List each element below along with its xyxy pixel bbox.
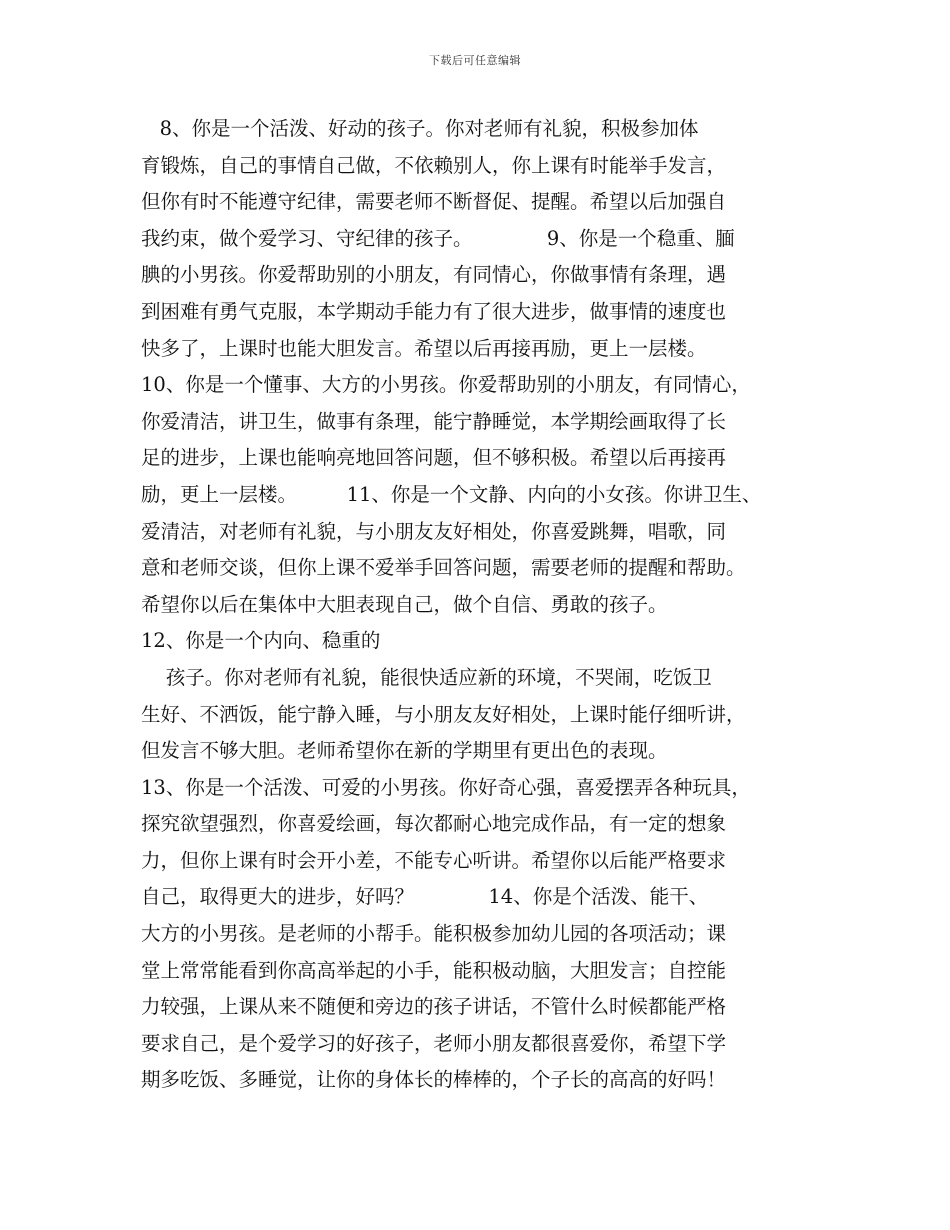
text-line: 意和老师交谈，但你上课不爱举手回答问题，需要老师的提醒和帮助。 — [141, 556, 746, 580]
text-line: 大方的小男孩。是老师的小帮手。能积极参加幼儿园的各项活动；课 — [141, 922, 727, 946]
text-line: 8、你是一个活泼、好动的孩子。你对老师有礼貌，积极参加体 — [141, 117, 699, 140]
text-line: 10、你是一个懂事、大方的小男孩。你爱帮助别的小朋友，有同情心， — [141, 373, 751, 397]
text-line: 孩子。你对老师有礼貌，能很快适应新的环境，不哭闹，吃饭卫 — [141, 665, 712, 689]
text-line: 自己，取得更大的进步，好吗？ 14、你是个活泼、能干、 — [141, 885, 709, 909]
text-line: 探究欲望强烈，你喜爱绘画，每次都耐心地完成作品，有一定的想象 — [141, 812, 727, 836]
text-line: 育锻炼，自己的事情自己做，不依赖别人，你上课有时能举手发言， — [141, 153, 727, 177]
text-line: 足的进步，上课也能响亮地回答问题，但不够积极。希望以后再接再 — [141, 446, 727, 470]
text-line: 励，更上一层楼。 11、你是一个文静、内向的小女孩。你讲卫生、 — [141, 482, 762, 506]
text-line: 我约束，做个爱学习、守纪律的孩子。 9、你是一个稳重、腼 — [141, 226, 735, 250]
text-line: 希望你以后在集体中大胆表现自己，做个自信、勇敢的孩子。 — [141, 592, 668, 616]
text-line: 力，但你上课有时会开小差，不能专心听讲。希望你以后能严格要求 — [141, 848, 727, 872]
text-line: 快多了，上课时也能大胆发言。希望以后再接再励，更上一层楼。 — [141, 336, 707, 360]
text-line: 腆的小男孩。你爱帮助别的小朋友，有同情心，你做事情有条理，遇 — [141, 263, 727, 287]
text-line: 要求自己，是个爱学习的好孩子，老师小朋友都很喜爱你，希望下学 — [141, 1031, 727, 1055]
text-line: 13、你是一个活泼、可爱的小男孩。你好奇心强，喜爱摆弄各种玩具， — [141, 775, 751, 799]
text-line: 生好、不洒饭，能宁静入睡，与小朋友友好相处，上课时能仔细听讲， — [141, 702, 746, 726]
page-header: 下载后可任意编辑 — [429, 54, 521, 67]
text-line: 堂上常常能看到你高高举起的小手，能积极动脑，大胆发言；自控能 — [141, 958, 727, 982]
text-line: 力较强，上课从来不随便和旁边的孩子讲话，不管什么时候都能严格 — [141, 995, 727, 1019]
text-line: 爱清洁，对老师有礼貌，与小朋友友好相处，你喜爱跳舞，唱歌，同 — [141, 519, 727, 543]
text-line: 到困难有勇气克服，本学期动手能力有了很大进步，做事情的速度也 — [141, 299, 727, 323]
text-line: 12、你是一个内向、稳重的 — [141, 629, 381, 653]
body-text — [141, 111, 831, 1099]
text-line: 期多吃饭、多睡觉，让你的身体长的棒棒的，个子长的高高的好吗！ — [141, 1068, 727, 1092]
text-line: 你爱清洁，讲卫生，做事有条理，能宁静睡觉，本学期绘画取得了长 — [141, 409, 727, 433]
text-line: 但发言不够大胆。老师希望你在新的学期里有更出色的表现。 — [141, 739, 668, 763]
text-line: 但你有时不能遵守纪律，需要老师不断督促、提醒。希望以后加强自 — [141, 190, 727, 214]
